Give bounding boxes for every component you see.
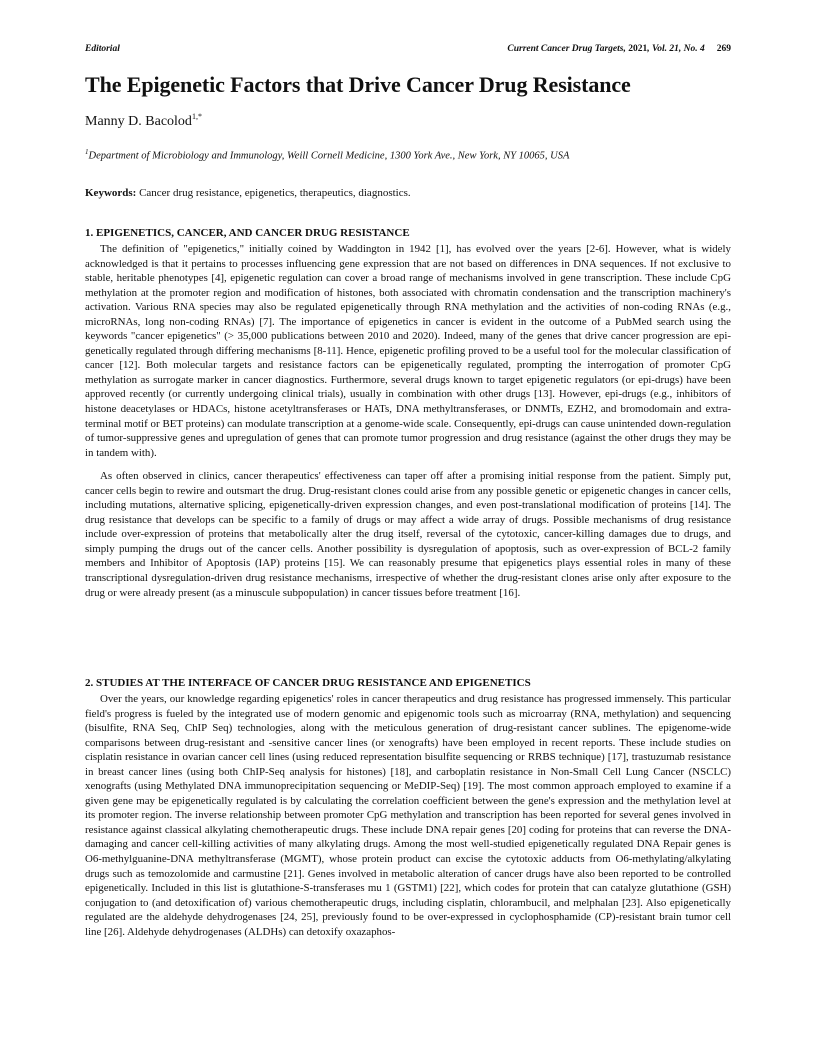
author-name: Manny D. Bacolod [85, 114, 192, 129]
affiliation [85, 148, 569, 162]
section-label: Editorial [85, 44, 120, 54]
section-heading: 1. EPIGENETICS, CANCER, AND CANCER DRUG RESISTANCE [85, 227, 410, 239]
affiliation-text: Department of Microbiology and Immunology, Weill Cornell Medicine, 1300 York Ave., New York, NY 10065, USA [88, 150, 570, 162]
journal-year: 2021 [628, 44, 648, 54]
volume-issue: Vol. 21, No. 4 [651, 44, 705, 54]
author-line [85, 114, 202, 130]
affiliation-mark: 1 [85, 148, 89, 156]
section-2 [85, 677, 731, 939]
section-heading: 2. STUDIES AT THE INTERFACE OF CANCER DRUG RESISTANCE AND EPIGENETICS [85, 677, 531, 689]
paragraph: Over the years, our knowledge regarding epigenetics' roles in cancer therapeutics and drug resistance has progressed immensely. This particular field's progress is fueled by the integrated use of modern genomic and epigenomic tools such as microarray (RNA, methylation) and sequencing (bisulfite, RNA Seq, ChIP Seq) technologies, along with the meticulous generation of drug-resistant cancer sublines. The epigenome-wide comparisons between drug-resistant and -sensitive cancer lines (or xenografts) have been employed in recent reports. These include studies on cisplatin resistance in ovarian cancer cell lines (using reduced representation bisulfite sequencing or RRBS technique) [17], trastuzumab resistance in breast cancer lines (using both ChIP-Seq analysis for histones) [18], and carboplatin resistance in Non-Small Cell Lung Cancer (NSCLC) xenografts (using Methylated DNA immunoprecipitation sequencing or MeDIP-Seq) [19]. The most common approach employed to examine if a given gene may be epigenetically regulated is by calculating the correlation coefficient between the gene's expression and the methylation level at its promoter region. The inverse relationship between promoter CpG methylation and transcription has been reported for several genes involved in resistance against classical alkylating chemotherapeutic drugs. These include DNA repair genes [20] coding for proteins that can reverse the DNA-damaging and cancer cell-killing activities of many alkylating drugs. Among the most well-studied epigenetically regulated DNA Repair genes is O6-methylguanine-DNA methyltransferase (MGMT), whose protein product can excise the cytotoxic adducts from O6-methylating/alkylating drugs such as temozolomide and carmustine [21]. Genes involved in metabolic alteration of cancer drugs have also been reported to be controlled epigenetically. Included in this list is glutathione-S-transferases mu 1 (GSTM1) [22], which codes for protein that can catalyze glutathione (GSH) conjugation to (and detoxification of) various chemotherapeutic drugs, including cisplatin, chlorambucil, and melphalan [23]. Also epigenetically regulated are the aldehyde dehydrogenases [24, 25], previously found to be over-expressed in cyclophosphamide (CP)-resistant brain tumor cell line [26]. Aldehyde dehydrogenases (ALDHs) can detoxify oxazaphos- [85, 693, 731, 938]
paragraph: As often observed in clinics, cancer therapeutics' effectiveness can taper off after a promising initial response from the patient. Simply put, cancer cells begin to rewire and outsmart the drug. Drug-resistant clones could arise from any possible genetic or epigenetic changes in cancer cells, including mutations, alternative splicing, epigenetically-driven expression changes, and even post-translational modification of proteins [14]. The drug resistance that develops can be specific to a family of drugs or may affect a wide array of drugs. Possible mechanisms of drug resistance include over-expression of proteins that metabolically alter the drug itself, reversal of the cytotoxic, cancer-killing damages due to drugs, and simply pumping the drugs out of the cancer cells. Another possibility is dysregulation of apoptosis, such as over-expression of BCL-2 family members and Inhibitor of Apoptosis (IAP) proteins [15]. We can reasonably presume that epigenetics plays essential roles in many of these transcriptional dysregulation-driven drug resistance mechanisms, irrespective of whether the drug-resistant clones arise only after exposure to the drug or were already present (as a minuscule subpopulation) in cancer tissues before treatment [16]. [85, 470, 731, 599]
keywords [85, 187, 411, 199]
author-marks: 1,* [191, 112, 202, 121]
keywords-label: Keywords: [85, 187, 137, 199]
section-1 [85, 227, 731, 600]
article-title: The Epigenetic Factors that Drive Cancer Drug Resistance [85, 72, 631, 97]
journal-name: Current Cancer Drug Targets [507, 44, 624, 54]
page-number: 269 [716, 44, 731, 54]
paragraph: The definition of "epigenetics," initially coined by Waddington in 1942 [1], has evolved over the years [2-6]. However, what is widely acknowledged is that it pertains to processes influencing gene expression that are not based on differences in DNA sequences. If not exclusive to stable, heritable phenotypes [4], epigenetic regulation can cover a broad range of mechanisms involved in gene transcription. These include CpG methylation at the promoter region and modification of histones, both associated with chromatin condensation and the transcription machinery's activation. Various RNA species may also be regulated epigenetically through RNA methylation and the activities of non-coding RNAs (e.g., microRNAs, long non-coding RNAs) [7]. The importance of epigenetics in cancer is evident in the outcome of a PubMed search using the keywords "cancer epigenetics" (> 35,000 publications between 2010 and 2020). Indeed, many of the genes that drive cancer progression are epigenetically regulated through differing mechanisms [8-11]. Hence, epigenetic profiling proved to be a useful tool for the molecular classification of cancer [12]. Both molecular targets and resistance factors can be epigenetically regulated, prompting the interrogation of promoter CpG methylation as surrogate marker in cancer diagnostics. Furthermore, several drugs known to target epigenetic regulators (or epi-drugs) have been approved recently (or currently undergoing clinical trials), usually in combination with other drugs [13]. However, epi-drugs (e.g., inhibitors of histone deacetylases or HDACs, histone acetyltransferases or HATs, DNA methyltransferases, or DNMTs, EZH2, and bromodomain and extra-terminal motif or BET proteins) can modulate transcription at a genome-wide scale. Consequently, epi-drugs can cause unintended down-regulation of tumor-suppressive genes and upregulation of genes that can promote tumor progression and drug resistance (against the other drugs they may be in tandem with). [85, 243, 731, 459]
journal-citation: Current Cancer Drug Targets, 2021, Vol. 21, No. 4 269 [507, 44, 731, 54]
keywords-text: Cancer drug resistance, epigenetics, therapeutics, diagnostics. [139, 187, 411, 199]
